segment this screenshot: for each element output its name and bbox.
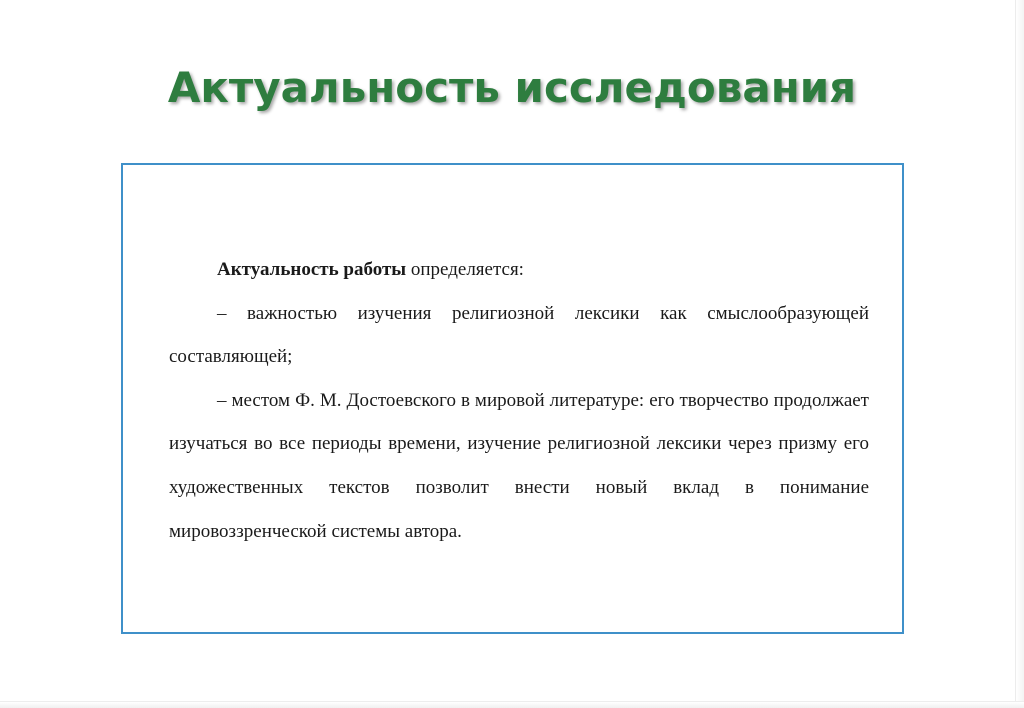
page-edge-right (1015, 0, 1024, 708)
body-text (169, 248, 869, 553)
intro-bold: Актуальность работы (217, 259, 407, 280)
intro-rest: определяется: (406, 259, 524, 280)
list-item-1: – важностью изучения религиозной лексики как смыслообразующей составляющей; (169, 302, 869, 368)
list-item-2: – местом Ф. М. Достоевского в мировой литературе: его творчество продолжает изучаться во все периоды времени, изучение религиозной лексики через призму его художественных текстов позволит внести новый вклад в понимание мировоззренческой системы автора. (169, 389, 869, 542)
slide-title: Актуальность исследования (167, 63, 857, 112)
intro-paragraph (169, 248, 869, 292)
page-edge-bottom (0, 701, 1024, 708)
